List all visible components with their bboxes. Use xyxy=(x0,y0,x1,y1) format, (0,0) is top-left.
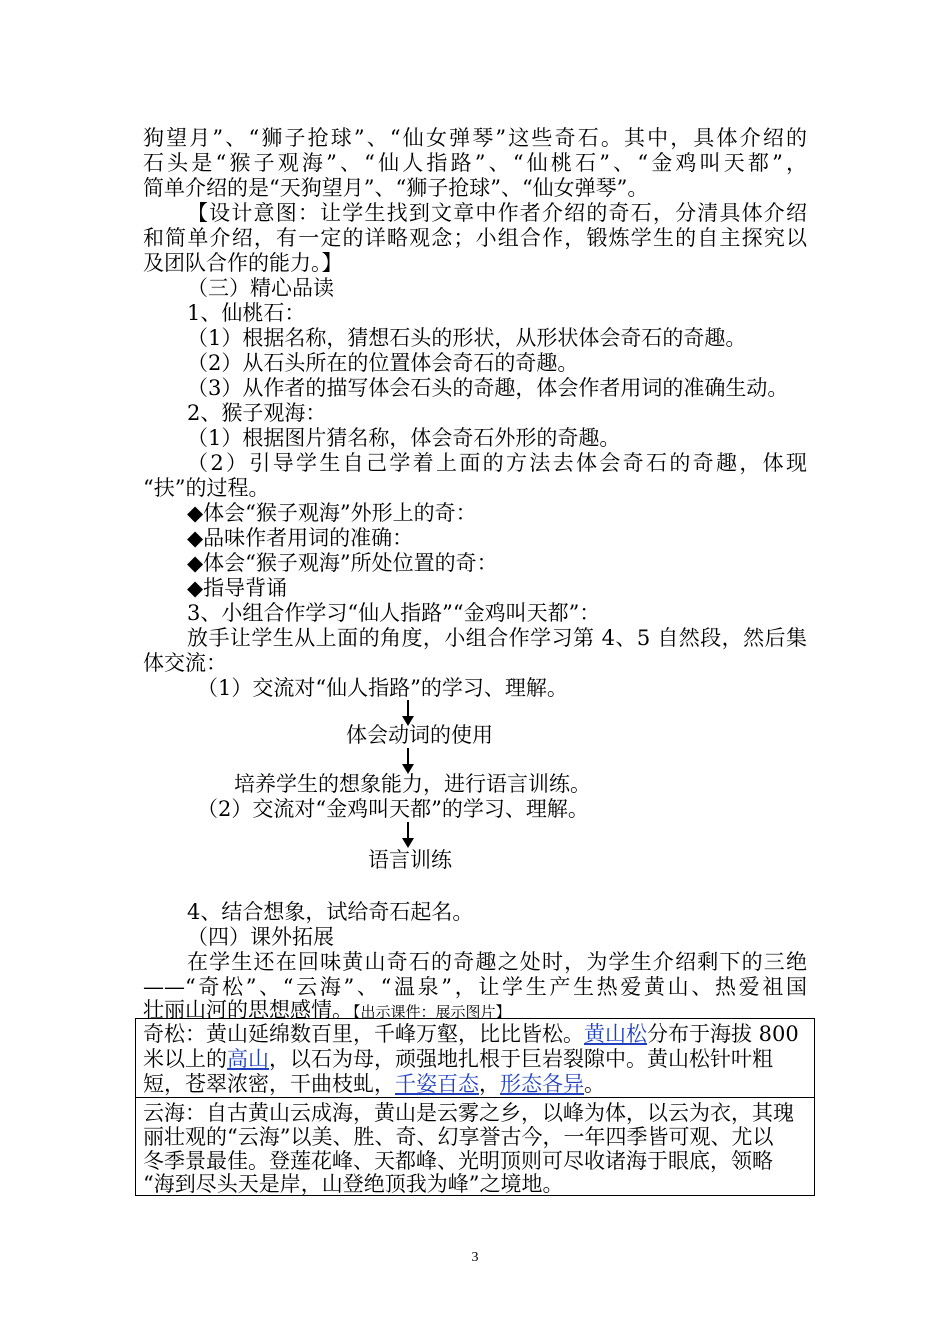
link-high-mountain[interactable]: 高山 xyxy=(227,1047,269,1071)
link-huangshan-pine[interactable]: 黄山松 xyxy=(584,1022,647,1046)
text-line: （1）根据图片猜名称，体会奇石外形的奇趣。 xyxy=(187,426,621,450)
bullet-item: ◆指导背诵 xyxy=(187,576,288,600)
section-heading: （三）精心品读 xyxy=(187,276,334,300)
subsection-heading: 4、结合想象，试给奇石起名。 xyxy=(187,900,474,924)
table-text: 。 xyxy=(584,1072,605,1096)
table-text: ，以石为母，顽强地扎根于巨岩裂隙中。黄山松针叶粗 xyxy=(269,1047,773,1071)
table-text: 奇松：黄山延绵数百里，千峰万壑，比比皆松。 xyxy=(143,1022,584,1046)
link-various-postures[interactable]: 千姿百态 xyxy=(395,1072,479,1096)
design-intent-line: 【设计意图：让学生找到文章中作者介绍的奇石，分清具体介绍 xyxy=(187,201,807,225)
text-line: 简单介绍的是“天狗望月”、“狮子抢球”、“仙女弹琴”。 xyxy=(143,176,649,200)
table-text: 分布于海拔 800 xyxy=(647,1022,799,1046)
table-line xyxy=(143,1022,808,1046)
table-row-pine xyxy=(136,1019,814,1098)
text-line: ——“奇松”、“云海”、“温泉”，让学生产生热爱黄山、热爱祖国 xyxy=(143,975,807,999)
down-arrow-icon xyxy=(402,748,414,774)
design-intent-line: 和简单介绍，有一定的详略观念；小组合作，锻炼学生的自主探究以 xyxy=(143,226,807,250)
bullet-item: ◆体会“猴子观海”所处位置的奇： xyxy=(187,551,498,575)
text-line: （3）从作者的描写体会石头的奇趣，体会作者用词的准确生动。 xyxy=(187,376,789,400)
text-line: “扶”的过程。 xyxy=(143,476,270,500)
table-row-cloud-sea xyxy=(136,1098,814,1196)
section-heading: （四）课外拓展 xyxy=(187,925,334,949)
text-line: 在学生还在回味黄山奇石的奇趣之处时，为学生介绍剩下的三绝 xyxy=(187,950,807,974)
courseware-note: 【出示课件：展示图片】 xyxy=(353,1003,511,1021)
table-text: ， xyxy=(479,1072,500,1096)
flow-text: 培养学生的想象能力，进行语言训练。 xyxy=(234,772,591,796)
bullet-item: ◆体会“猴子观海”外形上的奇： xyxy=(187,501,477,525)
table-line xyxy=(143,1072,808,1096)
text-line: 狗望月”、“狮子抢球”、“仙女弹琴”这些奇石。其中，具体介绍的 xyxy=(143,126,807,150)
text-line: （2）引导学生自己学着上面的方法去体会奇石的奇趣，体现 xyxy=(187,451,807,475)
link-different-shapes[interactable]: 形态各异 xyxy=(500,1072,584,1096)
text-line: （2）交流对“金鸡叫天都”的学习、理解。 xyxy=(197,797,589,821)
text-line: （2）从石头所在的位置体会奇石的奇趣。 xyxy=(187,351,579,375)
text-line: 放手让学生从上面的角度，小组合作学习第 4、5 自然段，然后集 xyxy=(187,626,807,650)
table-line xyxy=(143,1047,808,1071)
down-arrow-icon xyxy=(402,822,414,848)
text-line: （1）根据名称，猜想石头的形状，从形状体会奇石的奇趣。 xyxy=(187,326,747,350)
table-text: 米以上的 xyxy=(143,1047,227,1071)
text-line: （1）交流对“仙人指路”的学习、理解。 xyxy=(197,676,568,700)
subsection-heading: 3、小组合作学习“仙人指路”“金鸡叫天都”： xyxy=(187,601,601,625)
design-intent-line: 及团队合作的能力。】 xyxy=(143,251,343,275)
scenery-table xyxy=(135,1018,815,1196)
text-span: 壮丽山河的思想感情。 xyxy=(143,998,353,1022)
page-number: 3 xyxy=(471,1250,479,1265)
table-line: 冬季景最佳。登莲花峰、天都峰、光明顶则可尽收诸海于眼底，领略 xyxy=(143,1149,773,1173)
subsection-heading: 1、仙桃石： xyxy=(187,301,306,325)
text-line: 石头是“猴子观海”、“仙人指路”、“仙桃石”、“金鸡叫天都”， xyxy=(143,151,807,175)
text-line: 体交流： xyxy=(143,651,227,675)
bullet-item: ◆品味作者用词的准确： xyxy=(187,526,414,550)
table-line: “海到尽头天是岸，山登绝顶我为峰”之境地。 xyxy=(143,1172,564,1196)
table-text: 短，苍翠浓密，干曲枝虬， xyxy=(143,1072,395,1096)
table-line: 云海：自古黄山云成海，黄山是云雾之乡，以峰为体，以云为衣，其瑰 xyxy=(143,1101,794,1125)
flow-box-text: 体会动词的使用 xyxy=(346,723,493,747)
flow-box-text: 语言训练 xyxy=(368,848,452,872)
subsection-heading: 2、猴子观海： xyxy=(187,401,327,425)
table-line: 丽壮观的“云海”以美、胜、奇、幻享誉古今，一年四季皆可观、尤以 xyxy=(143,1125,774,1149)
